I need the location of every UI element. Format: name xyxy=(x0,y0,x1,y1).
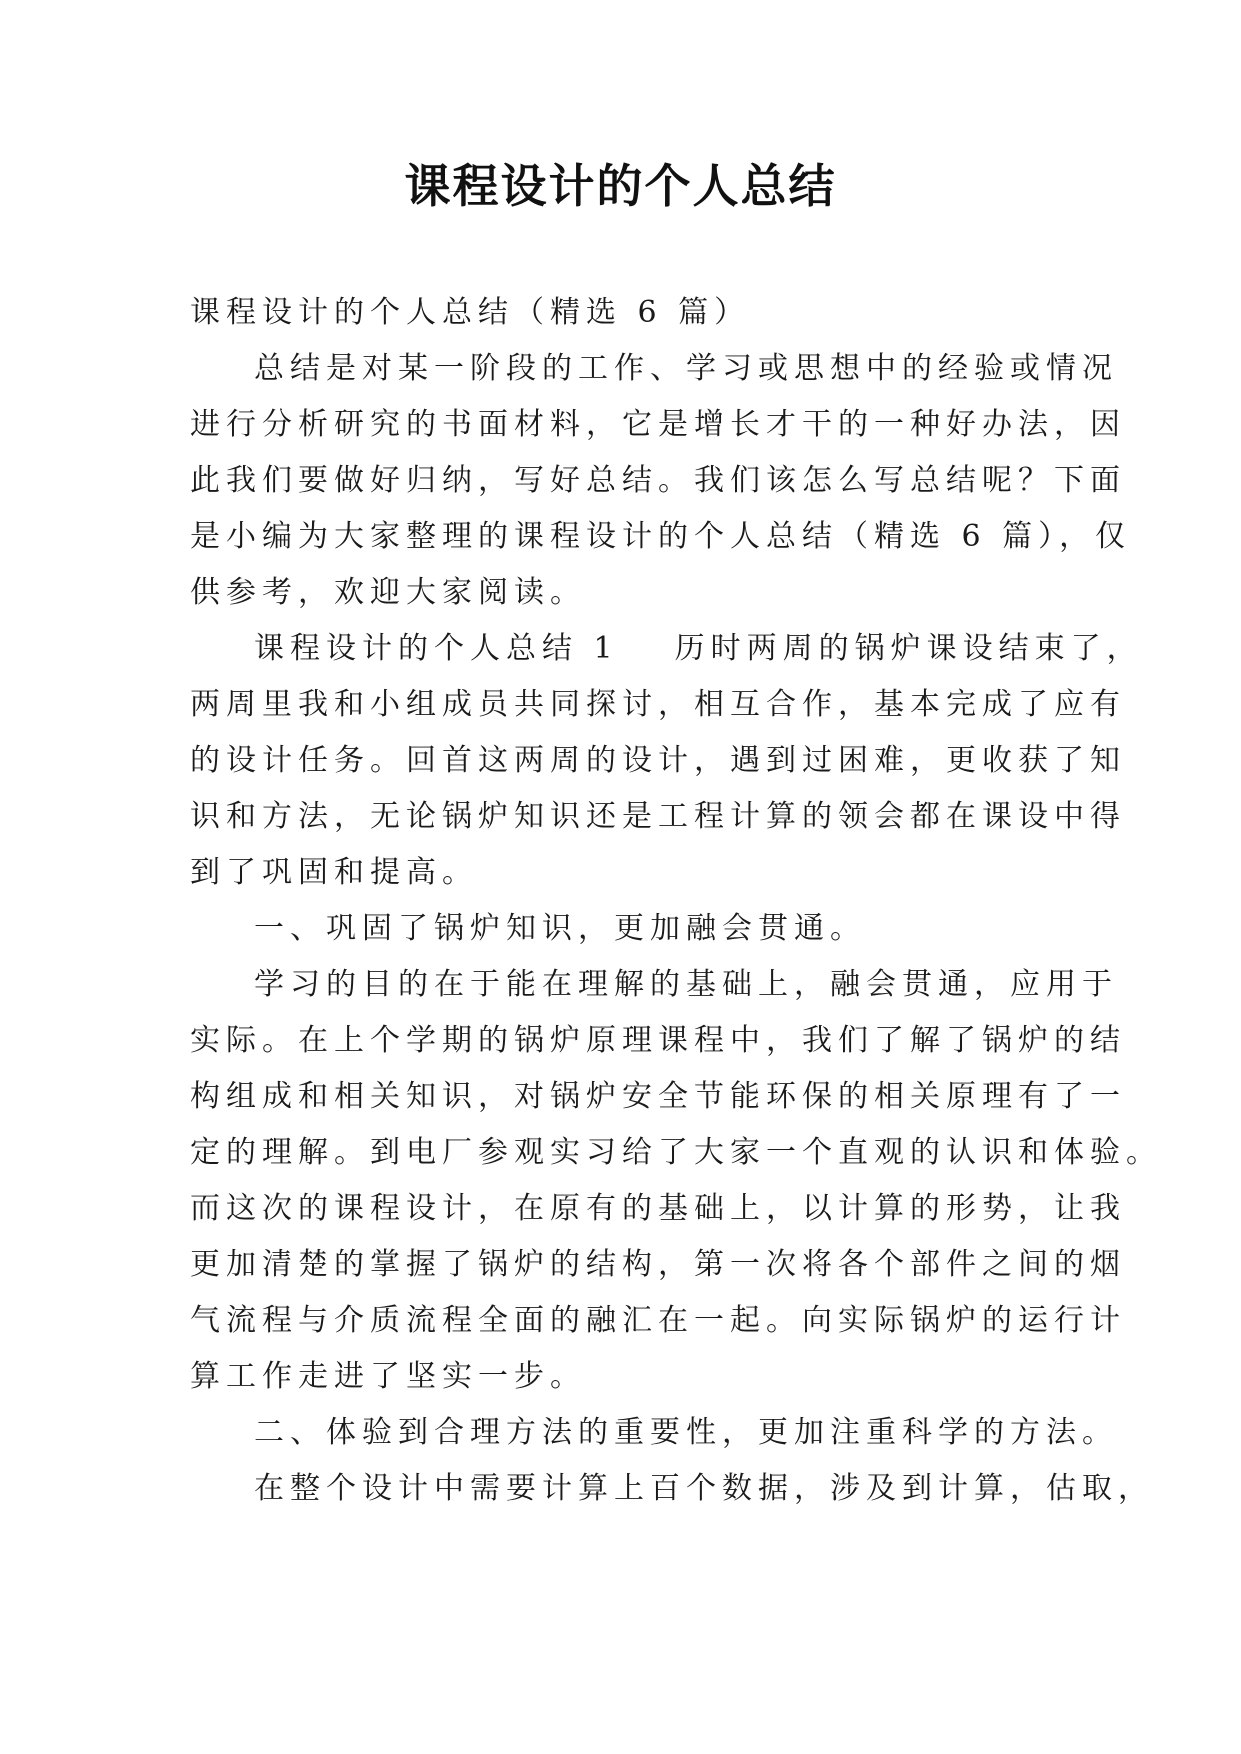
line-text: 一、巩固了锅炉知识，更加融会贯通。 xyxy=(254,911,866,946)
line-text: 更加清楚的掌握了锅炉的结构，第一次将各个部件之间的烟 xyxy=(190,1247,1126,1282)
line-text: 算工作走进了坚实一步。 xyxy=(190,1359,586,1394)
text-line xyxy=(190,1181,1126,1237)
text-line xyxy=(190,845,1050,901)
line-text-continued: 历时两周的锅炉课设结束了， xyxy=(674,631,1143,666)
text-line xyxy=(190,1461,1154,1517)
line-text: 而这次的课程设计，在原有的基础上，以计算的形势，让我 xyxy=(190,1191,1126,1226)
text-line xyxy=(190,285,1050,341)
text-line xyxy=(190,621,1143,677)
text-line xyxy=(190,1293,1126,1349)
text-line xyxy=(190,565,1050,621)
line-text: 课程设计的个人总结（精选 6 篇） xyxy=(190,295,751,330)
line-text: 定的理解。到电厂参观实习给了大家一个直观的认识和体验。 xyxy=(190,1135,1162,1170)
text-line xyxy=(190,677,1126,733)
line-text: 的设计任务。回首这两周的设计，遇到过困难，更收获了知 xyxy=(190,743,1126,778)
document-title: 课程设计的个人总结 xyxy=(404,159,837,213)
line-text: 进行分析研究的书面材料，它是增长才干的一种好办法，因 xyxy=(190,407,1126,442)
line-text: 到了巩固和提高。 xyxy=(190,855,478,890)
line-text: 构组成和相关知识，对锅炉安全节能环保的相关原理有了一 xyxy=(190,1079,1126,1114)
text-line xyxy=(190,733,1126,789)
text-line xyxy=(190,1069,1126,1125)
text-line xyxy=(190,453,1126,509)
text-line xyxy=(190,901,1050,957)
line-text: 二、体验到合理方法的重要性，更加注重科学的方法。 xyxy=(254,1415,1118,1450)
line-text: 课程设计的个人总结 1 xyxy=(254,631,619,666)
line-text: 气流程与介质流程全面的融汇在一起。向实际锅炉的运行计 xyxy=(190,1303,1126,1338)
line-text: 总结是对某一阶段的工作、学习或思想中的经验或情况 xyxy=(254,351,1118,386)
line-text: 两周里我和小组成员共同探讨，相互合作，基本完成了应有 xyxy=(190,687,1126,722)
text-line xyxy=(190,1013,1126,1069)
line-text: 在整个设计中需要计算上百个数据，涉及到计算，估取， xyxy=(254,1471,1154,1506)
text-line xyxy=(190,1237,1126,1293)
text-line xyxy=(190,789,1126,845)
line-text: 此我们要做好归纳，写好总结。我们该怎么写总结呢？下面 xyxy=(190,463,1126,498)
line-text: 是小编为大家整理的课程设计的个人总结（精选 6 篇），仅 xyxy=(190,519,1132,554)
text-line xyxy=(190,1125,1162,1181)
text-line xyxy=(190,957,1118,1013)
text-line xyxy=(190,1405,1118,1461)
line-text: 识和方法，无论锅炉知识还是工程计算的领会都在课设中得 xyxy=(190,799,1126,834)
line-text: 学习的目的在于能在理解的基础上，融会贯通，应用于 xyxy=(254,967,1118,1002)
text-line xyxy=(190,509,1132,565)
text-line xyxy=(190,397,1126,453)
line-text: 供参考，欢迎大家阅读。 xyxy=(190,575,586,610)
document-body xyxy=(190,285,1162,1517)
text-line xyxy=(190,1349,1050,1405)
line-text: 实际。在上个学期的锅炉原理课程中，我们了解了锅炉的结 xyxy=(190,1023,1126,1058)
text-line xyxy=(190,341,1118,397)
